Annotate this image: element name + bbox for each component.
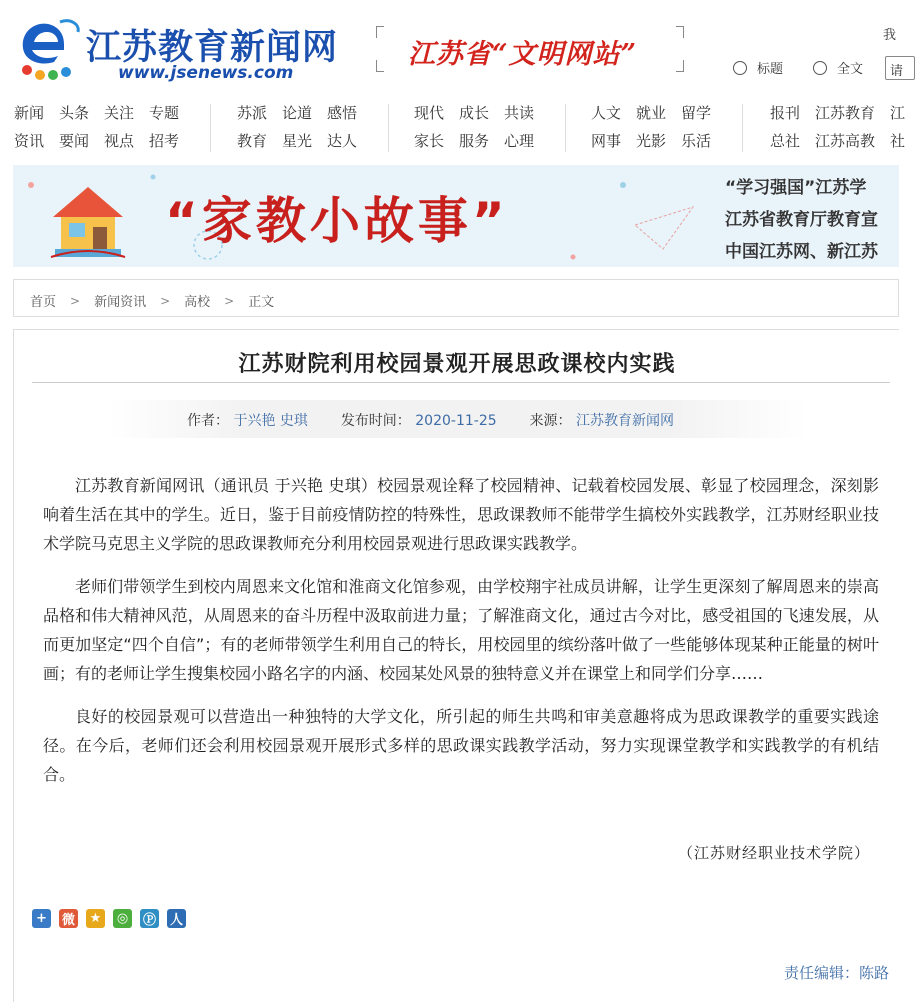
nav-link[interactable]: 江 (890, 104, 906, 122)
editor-label: 责任编辑： (783, 964, 859, 982)
article-paragraph: 江苏教育新闻网讯（通讯员 于兴艳 史琪）校园景观诠释了校园精神、记载着校园发展、彰显了校园理念，深刻影响着生活在其中的学生。近日，鉴于目前疫情防控的特殊性，思政课教师不能带学生搞校外实践教学，江苏财经职业技术学院马克思主义学院的思政课教师充分利用校园景观进行思政课实践教学。 (43, 476, 879, 553)
nav-link[interactable]: 教育 (237, 132, 268, 150)
nav-link[interactable]: 社 (890, 132, 906, 150)
nav-link[interactable]: 关注 (104, 104, 135, 122)
nav-link[interactable]: 现代 (414, 104, 445, 122)
source-label: 来源： (529, 413, 572, 429)
responsible-editor (784, 962, 889, 983)
civilized-site-badge[interactable] (376, 24, 684, 74)
banner-line: “学习强国”江苏学 (725, 178, 867, 198)
nav-link[interactable]: 苏派 (237, 104, 268, 122)
date-label: 发布时间： (340, 413, 411, 429)
search-option-label: 全文 (837, 62, 864, 77)
search-input[interactable]: 请 (885, 56, 915, 80)
author-label: 作者： (187, 413, 229, 429)
nav-link[interactable]: 招考 (149, 132, 180, 150)
nav-link[interactable]: 要闻 (59, 132, 90, 150)
nav-divider (565, 104, 566, 152)
radio-icon (733, 61, 747, 75)
breadcrumb-current: 正文 (248, 295, 275, 310)
editor-name: 陈路 (858, 964, 889, 982)
nav-link[interactable]: 资讯 (14, 132, 45, 150)
breadcrumb-home[interactable]: 首页 (30, 295, 57, 310)
qzone-icon[interactable]: ★ (86, 909, 105, 928)
nav-link[interactable]: 新闻 (14, 104, 45, 122)
banner-title: “家教小故事” (165, 192, 509, 250)
article-meta (107, 400, 807, 438)
chevron-right-icon: > (224, 293, 235, 308)
chevron-right-icon: > (160, 293, 171, 308)
article-paragraph: 良好的校园景观可以营造出一种独特的大学文化，所引起的师生共鸣和审美意趣将成为思政课教学的重要实践途径。在今后，老师们还会利用校园景观开展形式多样的思政课实践教学活动，努力实现课堂教学和实践教学的有机结合。 (43, 707, 879, 784)
search-option-title[interactable] (733, 58, 783, 77)
wechat-icon[interactable]: ◎ (113, 909, 132, 928)
promo-banner[interactable] (13, 165, 899, 267)
weibo-icon[interactable]: 微 (59, 909, 78, 928)
article-signature: （江苏财经职业技术学院） (677, 844, 870, 862)
nav-link[interactable]: 报刊 (770, 104, 801, 122)
nav-link[interactable]: 服务 (459, 132, 490, 150)
nav-link[interactable]: 乐活 (681, 132, 712, 150)
breadcrumb (13, 279, 899, 317)
header-right-text[interactable]: 我 (883, 28, 897, 43)
main-nav (0, 100, 906, 156)
nav-link[interactable]: 心理 (504, 132, 535, 150)
nav-link[interactable]: 感悟 (327, 104, 358, 122)
nav-link[interactable]: 江苏教育 (815, 104, 876, 122)
civilized-site-text: 江苏省“文明网站” (408, 39, 638, 70)
logo-title: 江苏教育新闻网 (86, 28, 339, 68)
banner-line: 江苏省教育厅教育宣 (725, 210, 878, 230)
site-logo[interactable] (14, 14, 359, 86)
nav-link[interactable]: 光影 (636, 132, 667, 150)
title-divider (32, 382, 890, 383)
share-more-icon[interactable]: + (32, 909, 51, 928)
nav-link[interactable]: 达人 (327, 132, 358, 150)
nav-link[interactable]: 星光 (282, 132, 313, 150)
nav-link[interactable]: 网事 (591, 132, 622, 150)
search-option-label: 标题 (757, 62, 784, 77)
nav-divider (742, 104, 743, 152)
search-option-fulltext[interactable] (813, 58, 863, 77)
nav-divider (210, 104, 211, 152)
logo-e-icon (14, 14, 84, 84)
nav-link[interactable]: 论道 (282, 104, 313, 122)
nav-link[interactable]: 头条 (59, 104, 90, 122)
share-bar (32, 909, 186, 928)
nav-link[interactable]: 总社 (770, 132, 801, 150)
author-value: 于兴艳 史琪 (233, 413, 308, 429)
radio-icon (813, 61, 827, 75)
date-value: 2020-11-25 (415, 413, 497, 429)
banner-line: 中国江苏网、新江苏 (725, 242, 878, 262)
breadcrumb-college[interactable]: 高校 (184, 295, 211, 310)
chevron-right-icon: > (70, 293, 81, 308)
nav-divider (388, 104, 389, 152)
logo-url: www.jsenews.com (118, 63, 294, 83)
nav-link[interactable]: 就业 (636, 104, 667, 122)
nav-link[interactable]: 江苏高教 (815, 132, 876, 150)
nav-link[interactable]: 留学 (681, 104, 712, 122)
nav-link[interactable]: 专题 (149, 104, 180, 122)
nav-link[interactable]: 视点 (104, 132, 135, 150)
nav-link[interactable]: 家长 (414, 132, 445, 150)
source-value[interactable]: 江苏教育新闻网 (576, 413, 674, 429)
breadcrumb-news[interactable]: 新闻资讯 (94, 295, 147, 310)
article-container (13, 329, 899, 1002)
nav-link[interactable]: 成长 (459, 104, 490, 122)
renren-icon[interactable]: 人 (167, 909, 186, 928)
article-body (43, 471, 879, 803)
article-paragraph: 老师们带领学生到校内周恩来文化馆和淮商文化馆参观，由学校翔宇社成员讲解，让学生更深刻了解周恩来的崇高品格和伟大精神风范，从周恩来的奋斗历程中汲取前进力量；了解淮商文化，通过古今对比，感受祖国的飞速发展，从而更加坚定“四个自信”；有的老师带领学生利用自己的特长，用校园里的缤纷落叶做了一些能够体现某种正能量的树叶画；有的老师让学生搜集校园小路名字的内涵、校园某处风景的独特意义并在课堂上和同学们分享…… (43, 577, 879, 683)
nav-link[interactable]: 共读 (504, 104, 535, 122)
nav-link[interactable]: 人文 (591, 104, 622, 122)
article-title: 江苏财院利用校园景观开展思政课校内实践 (238, 352, 676, 377)
tencent-weibo-icon[interactable]: Ⓟ (140, 909, 159, 928)
house-icon (43, 173, 133, 263)
